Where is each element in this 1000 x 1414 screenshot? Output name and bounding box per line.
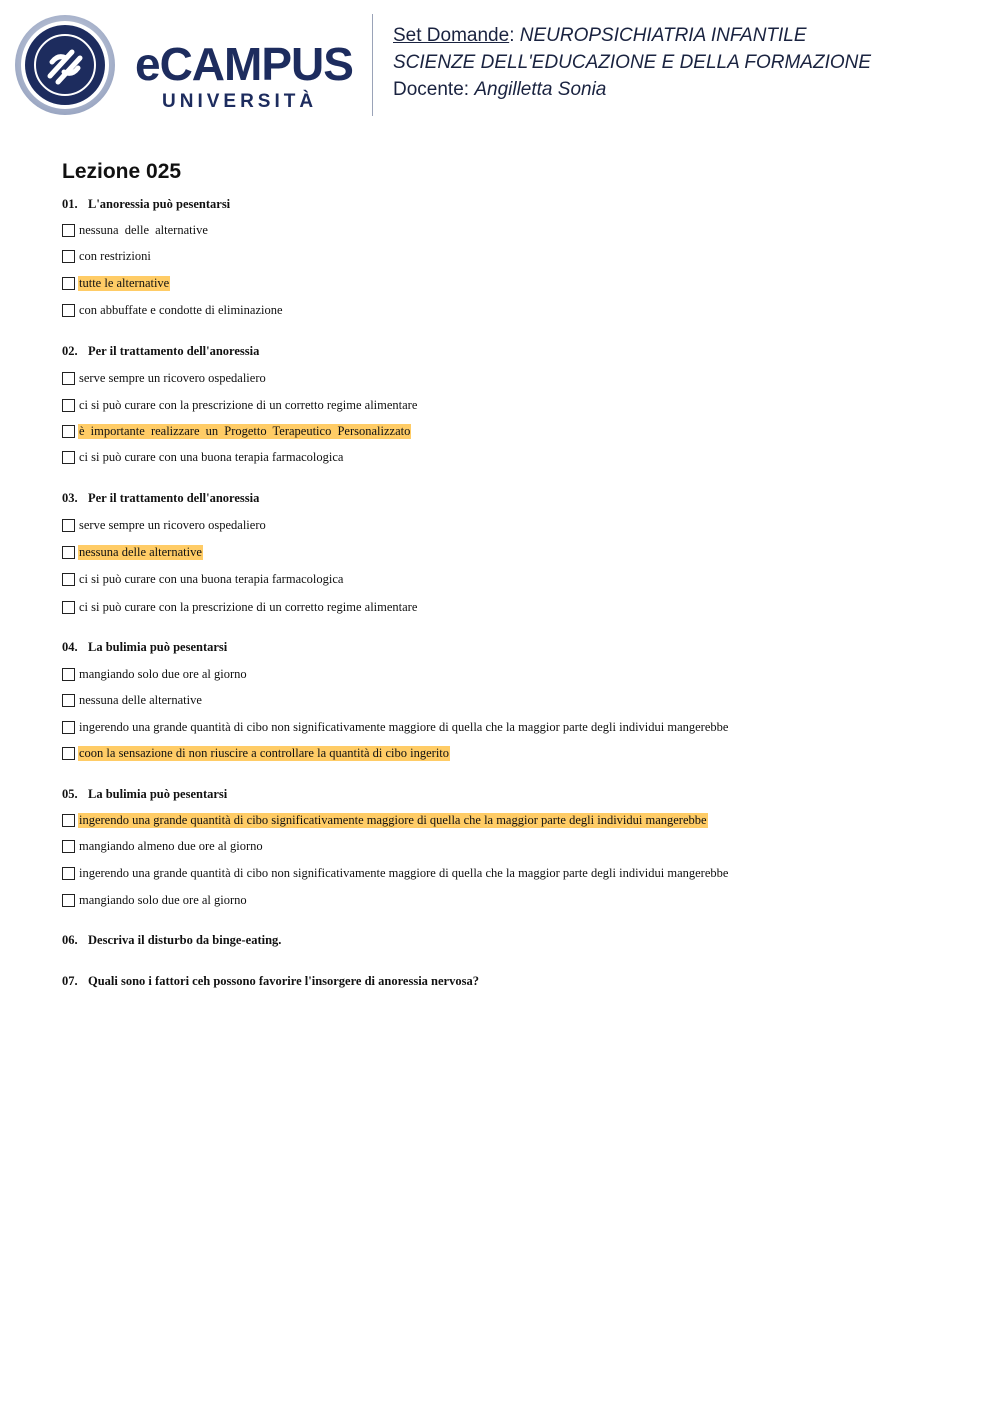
- answer-option[interactable]: con abbuffate e condotte di eliminazione: [62, 302, 284, 319]
- teacher-line: [393, 76, 871, 103]
- logo-subtext: UNIVERSITÀ: [162, 91, 318, 112]
- checkbox[interactable]: [62, 668, 75, 681]
- answer-option[interactable]: serve sempre un ricovero ospedaliero: [62, 517, 267, 534]
- logo-wordmark: eCAMPUS: [135, 38, 353, 90]
- course-meta: [393, 22, 871, 103]
- checkbox[interactable]: [62, 721, 75, 734]
- checkbox[interactable]: [62, 224, 75, 237]
- checkbox[interactable]: [62, 840, 75, 853]
- checkbox[interactable]: [62, 372, 75, 385]
- faculty-line: [393, 49, 871, 76]
- teacher-name: Angilletta Sonia: [474, 79, 607, 100]
- header-divider: [372, 14, 373, 116]
- answer-option[interactable]: ingerendo una grande quantità di cibo non significativamente maggiore di quella che la maggior parte degli individui mangerebbe: [62, 865, 729, 882]
- checkbox[interactable]: [62, 519, 75, 532]
- course-line: Set Domande: NEUROPSICHIATRIA INFANTILE: [393, 25, 807, 46]
- answer-option[interactable]: ci si può curare con la prescrizione di un corretto regime alimentare: [62, 397, 418, 414]
- faculty-name: SCIENZE DELL'EDUCAZIONE E DELLA FORMAZIONE: [393, 52, 872, 73]
- answer-option-correct[interactable]: tutte le alternative: [62, 275, 170, 292]
- answer-option[interactable]: ci si può curare con una buona terapia farmacologica: [62, 449, 344, 466]
- set-label: Set Domande: [393, 25, 510, 46]
- answer-option-correct[interactable]: nessuna delle alternative: [62, 544, 203, 561]
- checkbox[interactable]: [62, 546, 75, 559]
- answer-option[interactable]: mangiando solo due ore al giorno: [62, 892, 248, 909]
- question-title: 02. Per il trattamento dell'anoressia: [62, 344, 260, 358]
- course-name: NEUROPSICHIATRIA INFANTILE: [519, 25, 807, 46]
- checkbox[interactable]: [62, 304, 75, 317]
- answer-option[interactable]: mangiando almeno due ore al giorno: [62, 838, 264, 855]
- checkbox[interactable]: [62, 694, 75, 707]
- answer-option[interactable]: nessuna delle alternative: [62, 222, 209, 239]
- answer-option[interactable]: ingerendo una grande quantità di cibo non significativamente maggiore di quella che la maggior parte degli individui mangerebbe: [62, 719, 729, 736]
- answer-option-correct[interactable]: è importante realizzare un Progetto Terapeutico Personalizzato: [62, 423, 411, 440]
- checkbox[interactable]: [62, 867, 75, 880]
- checkbox[interactable]: [62, 425, 75, 438]
- ecampus-logo-icon: [14, 14, 359, 118]
- question-title: 07. Quali sono i fattori ceh possono favorire l'insorgere di anoressia nervosa?: [62, 974, 479, 988]
- checkbox[interactable]: [62, 894, 75, 907]
- checkbox[interactable]: [62, 277, 75, 290]
- answer-option[interactable]: ci si può curare con la prescrizione di un corretto regime alimentare: [62, 599, 418, 616]
- answer-option[interactable]: nessuna delle alternative: [62, 692, 203, 709]
- answer-option[interactable]: serve sempre un ricovero ospedaliero: [62, 370, 267, 387]
- answer-option-correct[interactable]: ingerendo una grande quantità di cibo significativamente maggiore di quella che la maggior parte degli individui mangerebbe: [62, 812, 708, 829]
- ecampus-logo: [14, 14, 359, 122]
- answer-option[interactable]: mangiando solo due ore al giorno: [62, 666, 248, 683]
- checkbox[interactable]: [62, 814, 75, 827]
- question-title: 04. La bulimia può pesentarsi: [62, 640, 228, 654]
- checkbox[interactable]: [62, 601, 75, 614]
- question-title: 05. La bulimia può pesentarsi: [62, 787, 228, 801]
- checkbox[interactable]: [62, 573, 75, 586]
- page-header: [0, 0, 1000, 130]
- checkbox[interactable]: [62, 747, 75, 760]
- question-title: 06. Descriva il disturbo da binge-eating.: [62, 933, 282, 947]
- answer-option[interactable]: ci si può curare con una buona terapia farmacologica: [62, 571, 344, 588]
- question-title: 01. L'anoressia può pesentarsi: [62, 197, 231, 211]
- lesson-title: Lezione 025: [62, 160, 182, 183]
- question-title: 03. Per il trattamento dell'anoressia: [62, 491, 260, 505]
- answer-option-correct[interactable]: coon la sensazione di non riuscire a controllare la quantità di cibo ingerito: [62, 745, 450, 762]
- answer-option[interactable]: con restrizioni: [62, 248, 152, 265]
- checkbox[interactable]: [62, 399, 75, 412]
- checkbox[interactable]: [62, 250, 75, 263]
- checkbox[interactable]: [62, 451, 75, 464]
- teacher-label: Docente:: [393, 79, 470, 100]
